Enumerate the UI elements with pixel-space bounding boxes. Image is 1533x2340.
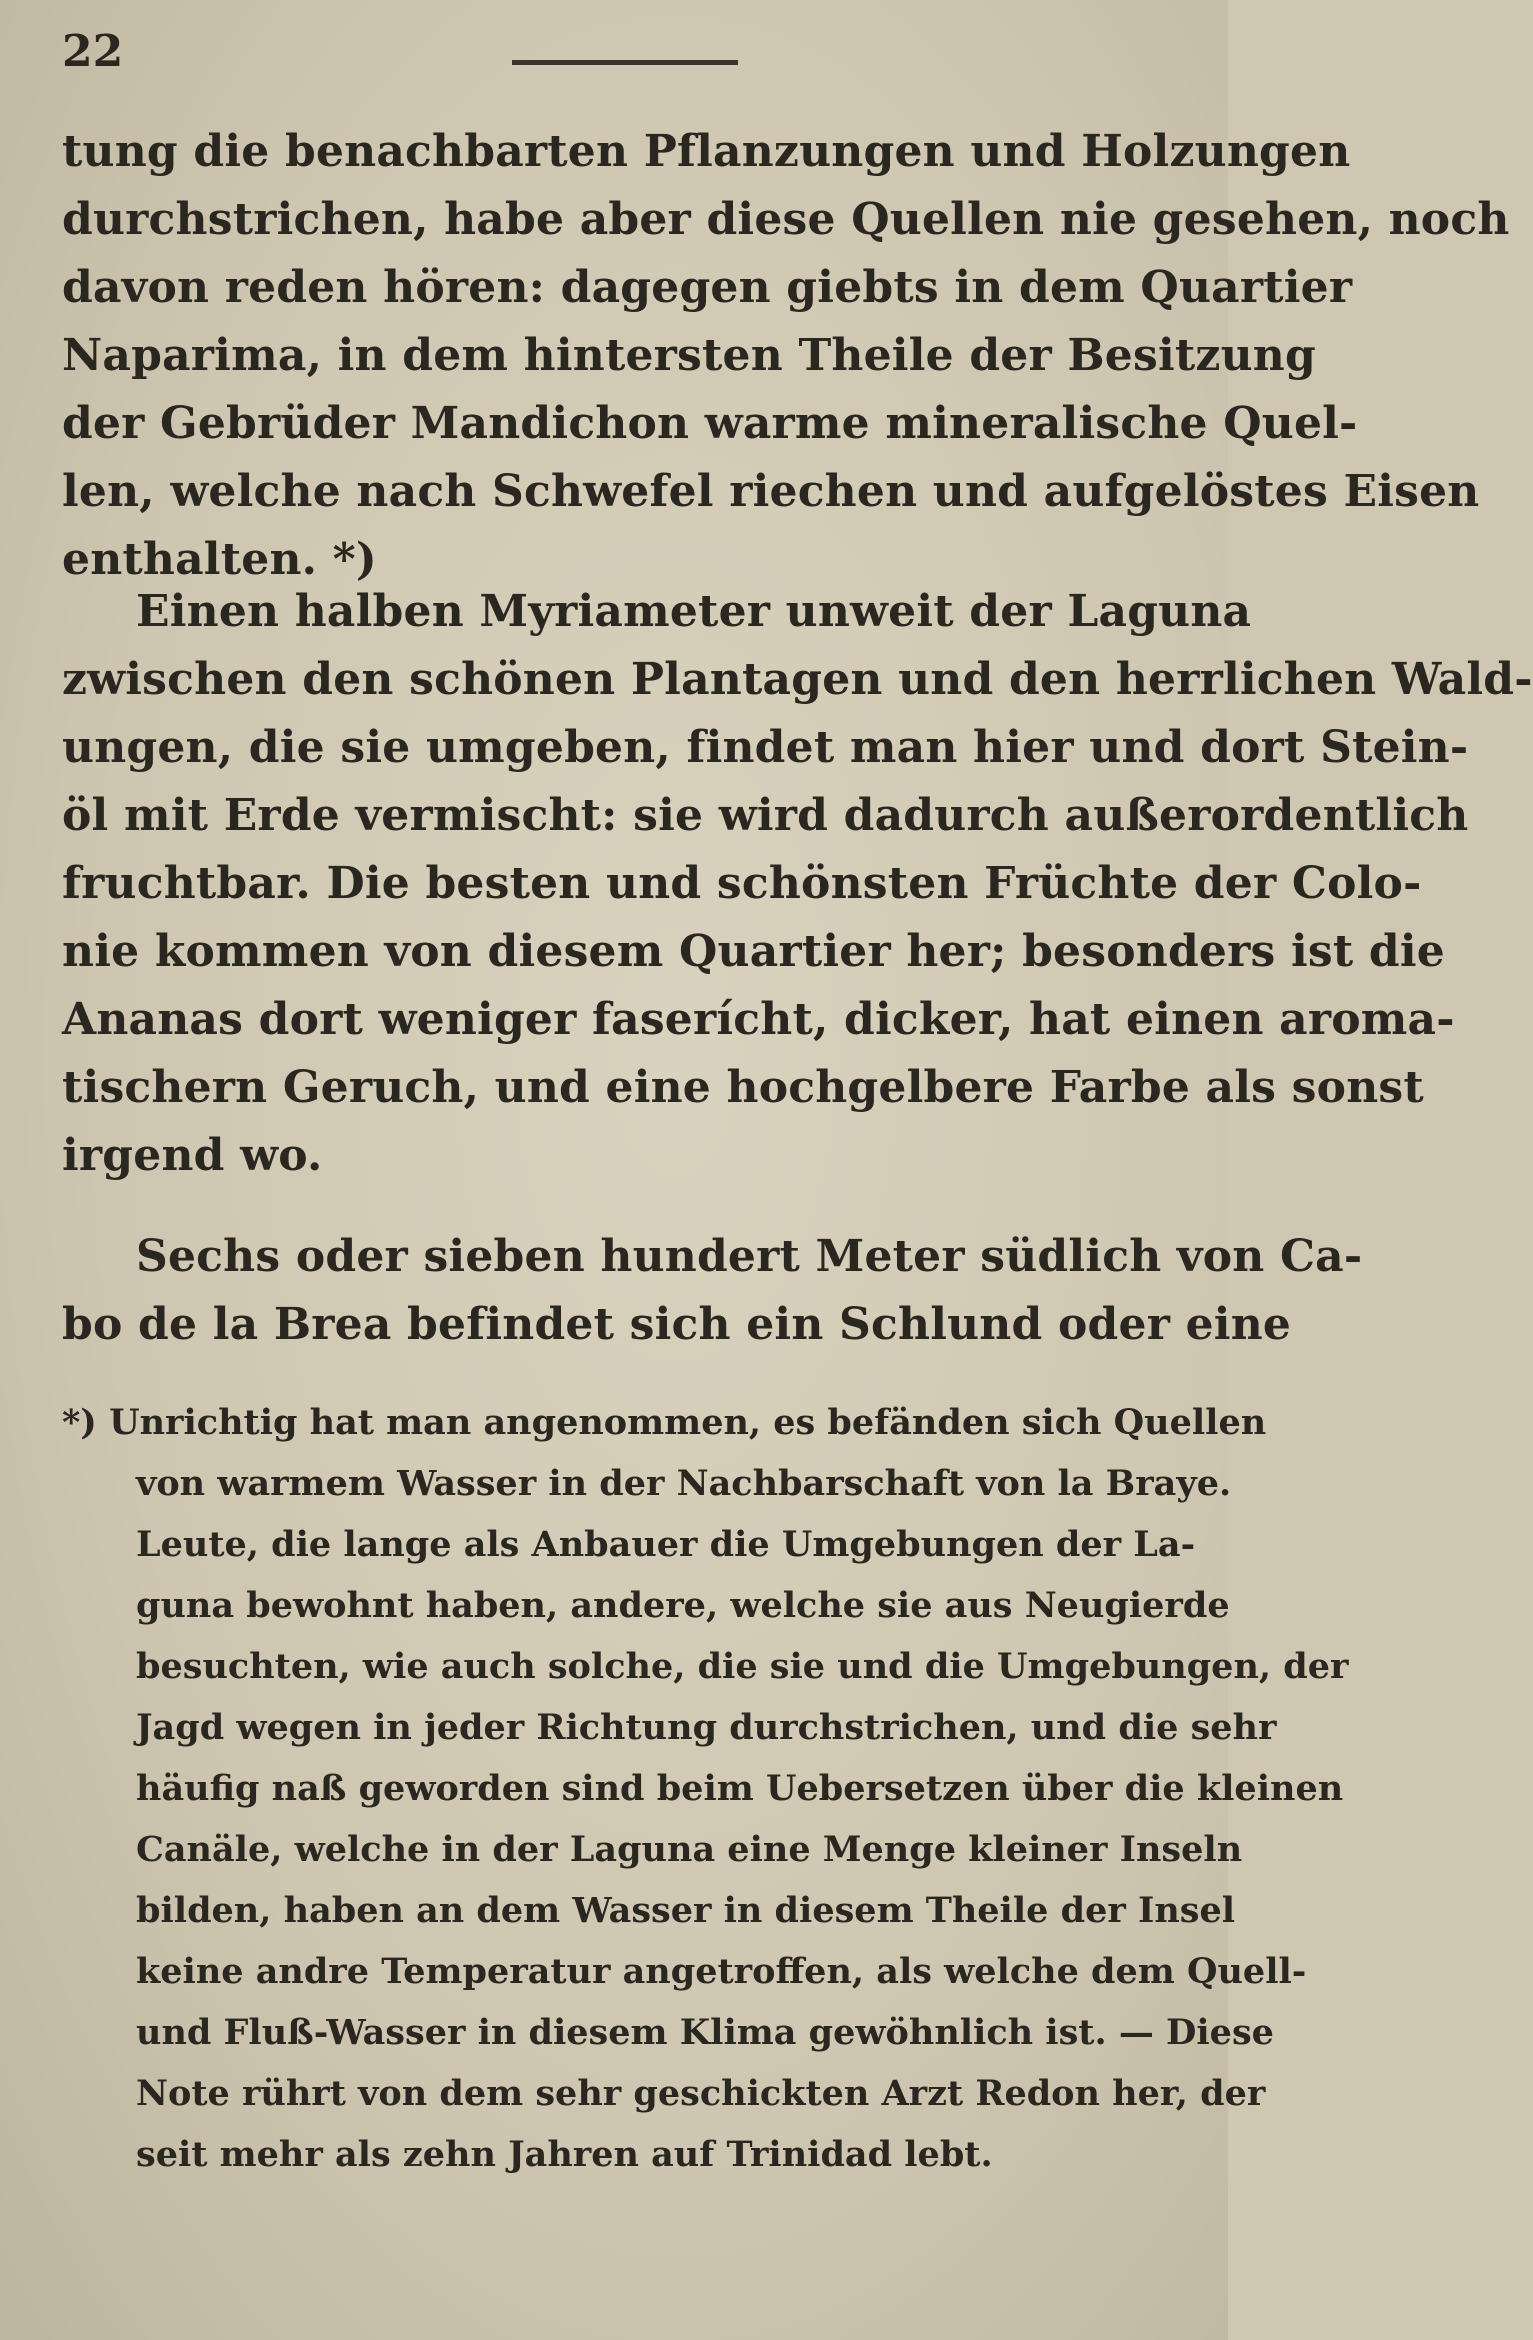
footnote bbox=[62, 1392, 1349, 2185]
footnote-line: guna bewohnt haben, andere, welche sie aus Neugierde bbox=[136, 1585, 1230, 1626]
paragraph-3 bbox=[62, 1223, 1363, 1359]
text-line: ungen, die sie umgeben, findet man hier und dort Stein- bbox=[62, 722, 1469, 773]
text-line: durchstrichen, habe aber diese Quellen nie gesehen, noch bbox=[62, 194, 1510, 245]
footnote-line: keine andre Temperatur angetroffen, als welche dem Quell- bbox=[136, 1951, 1307, 1992]
footnote-line: Unrichtig hat man angenommen, es befänden sich Quellen bbox=[109, 1402, 1267, 1443]
text-line: bo de la Brea befindet sich ein Schlund oder eine bbox=[62, 1299, 1292, 1350]
paragraph-1 bbox=[62, 118, 1510, 594]
footnote-line: und Fluß-Wasser in diesem Klima gewöhnlich ist. — Diese bbox=[136, 2012, 1274, 2053]
text-line: tischern Geruch, und eine hochgelbere Farbe als sonst bbox=[62, 1062, 1424, 1113]
text-line: fruchtbar. Die besten und schönsten Früchte der Colo- bbox=[62, 858, 1422, 909]
text-line: Sechs oder sieben hundert Meter südlich von Ca- bbox=[136, 1231, 1363, 1282]
text-line: der Gebrüder Mandichon warme mineralische Quel- bbox=[62, 398, 1358, 449]
page-number: 22 bbox=[62, 26, 124, 77]
footnote-line: bilden, haben an dem Wasser in diesem Theile der Insel bbox=[136, 1890, 1236, 1931]
footnote-first-line bbox=[62, 1392, 1267, 1453]
paragraph-2 bbox=[62, 578, 1533, 1190]
footnote-line: seit mehr als zehn Jahren auf Trinidad lebt. bbox=[136, 2134, 993, 2175]
text-line: zwischen den schönen Plantagen und den herrlichen Wald- bbox=[62, 654, 1533, 705]
text-line: Ananas dort weniger faserícht, dicker, hat einen aroma- bbox=[62, 994, 1455, 1045]
footnote-mark: *) bbox=[62, 1402, 97, 1443]
text-line: irgend wo. bbox=[62, 1130, 323, 1181]
footnote-line: besuchten, wie auch solche, die sie und die Umgebungen, der bbox=[136, 1646, 1349, 1687]
footnote-line: Canäle, welche in der Laguna eine Menge kleiner Inseln bbox=[136, 1829, 1243, 1870]
footnote-line: Jagd wegen in jeder Richtung durchstrichen, und die sehr bbox=[136, 1707, 1277, 1748]
header-rule bbox=[512, 60, 738, 65]
footnote-line: Leute, die lange als Anbauer die Umgebungen der La- bbox=[136, 1524, 1196, 1565]
text-line: Naparima, in dem hintersten Theile der Besitzung bbox=[62, 330, 1316, 381]
text-line: Einen halben Myriameter unweit der Laguna bbox=[136, 586, 1252, 637]
text-line: öl mit Erde vermischt: sie wird dadurch außerordentlich bbox=[62, 790, 1469, 841]
footnote-line: von warmem Wasser in der Nachbarschaft von la Braye. bbox=[136, 1463, 1232, 1504]
text-line: nie kommen von diesem Quartier her; besonders ist die bbox=[62, 926, 1445, 977]
text-line: len, welche nach Schwefel riechen und aufgelöstes Eisen bbox=[62, 466, 1480, 517]
text-line: tung die benachbarten Pflanzungen und Holzungen bbox=[62, 126, 1351, 177]
text-line: davon reden hören: dagegen giebts in dem Quartier bbox=[62, 262, 1353, 313]
footnote-line: Note rührt von dem sehr geschickten Arzt Redon her, der bbox=[136, 2073, 1266, 2114]
text-line: enthalten. *) bbox=[62, 534, 377, 585]
footnote-line: häufig naß geworden sind beim Uebersetzen über die kleinen bbox=[136, 1768, 1344, 1809]
